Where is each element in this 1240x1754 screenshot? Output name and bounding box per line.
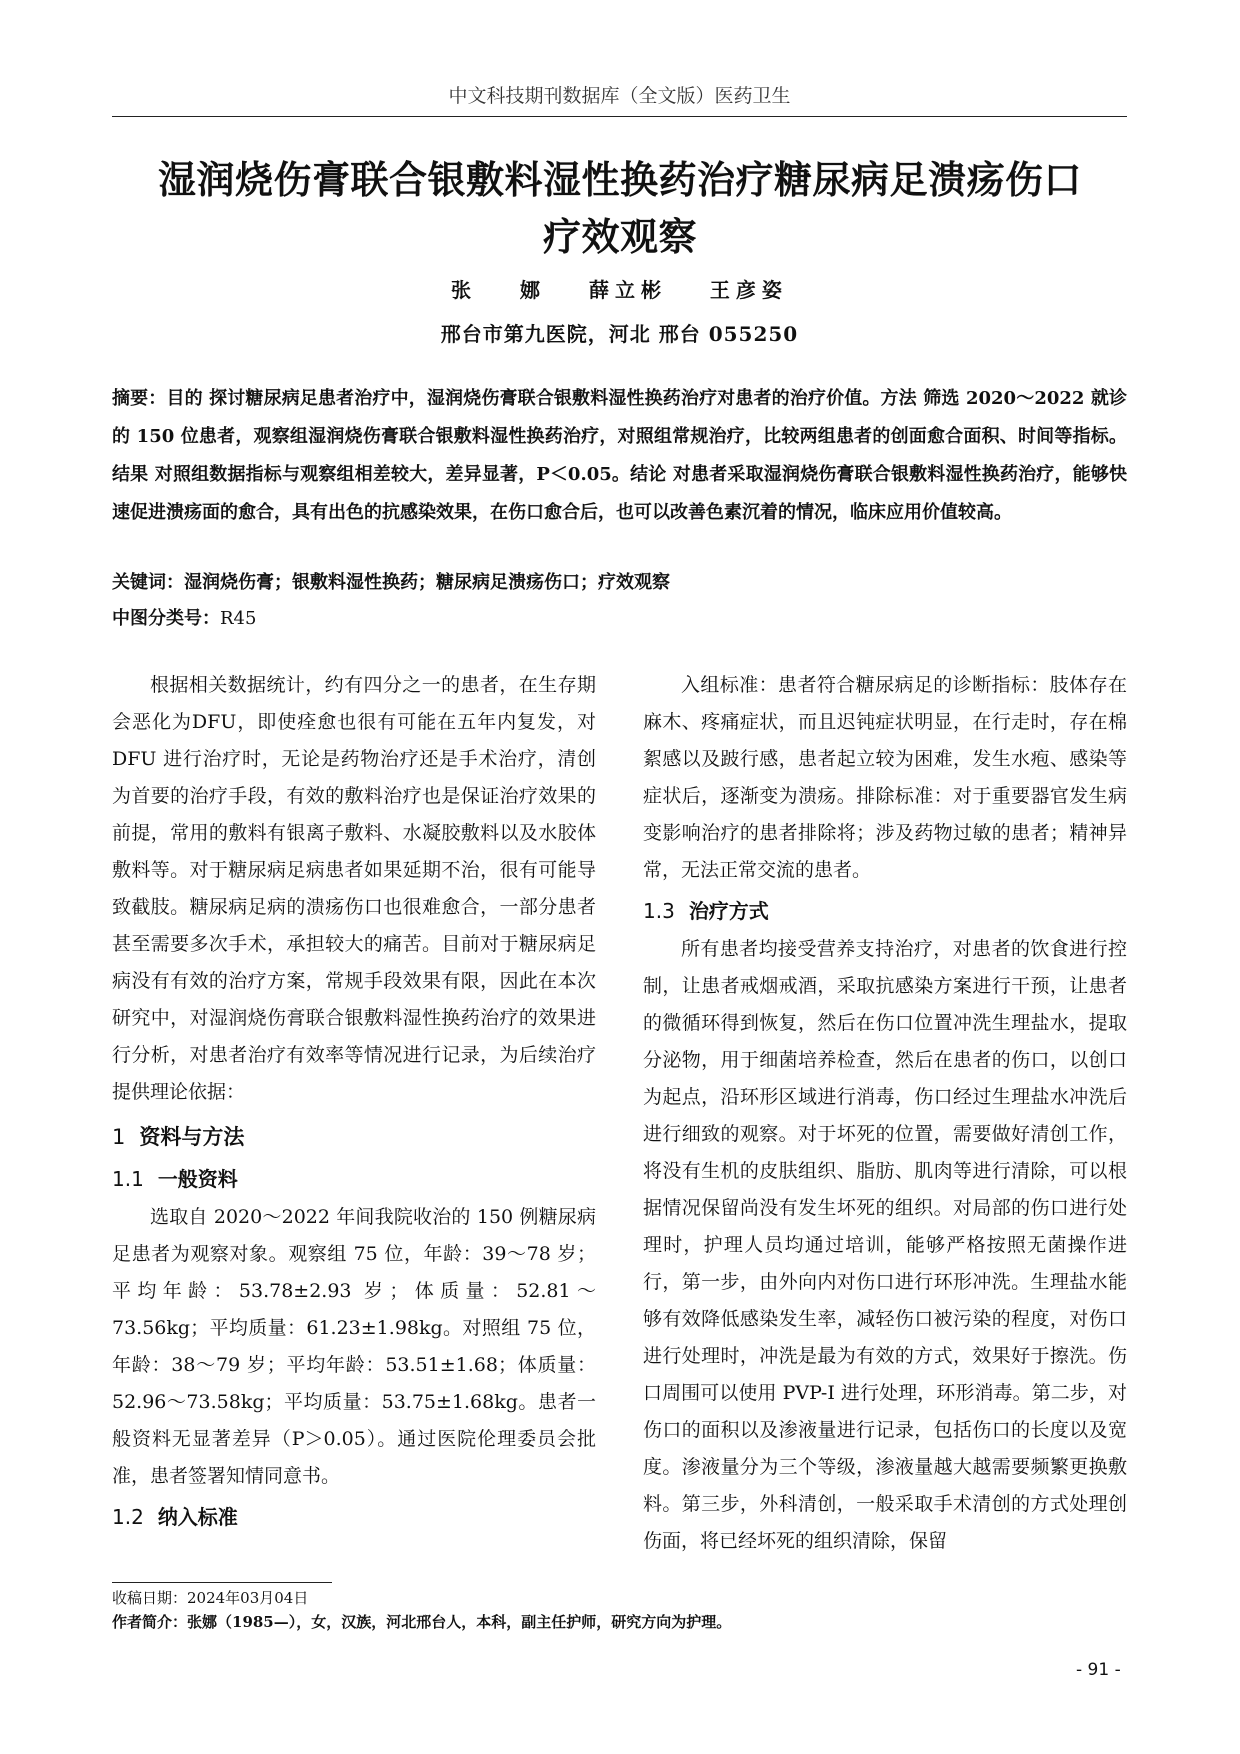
section-1-3-heading xyxy=(643,893,1127,929)
title-line-2: 疗效观察 xyxy=(542,215,697,259)
footnote-rule xyxy=(112,1582,332,1583)
section-1-2-heading xyxy=(112,1499,596,1535)
header-rule xyxy=(112,116,1127,117)
abstract xyxy=(112,380,1127,532)
classification-value: R45 xyxy=(220,608,257,629)
page-number: - 91 - xyxy=(1076,1660,1121,1680)
abstract-text: 目的 探讨糖尿病足患者治疗中，湿润烧伤膏联合银敷料湿性换药治疗对患者的治疗价值。方法 筛选 2020～2022 就诊的 150 位患者，观察组湿润烧伤膏联合银敷料湿性换药治疗，对照组常规治疗，比较两组患者的创面愈合面积、时间等指标。结果 对照组数据指标与观察组相差较大，差异显著，P＜0.05。结论 对患者采取湿润烧伤膏联合银敷料湿性换药治疗，能够快速促进溃疡面的愈合，具有出色的抗感染效果，在伤口愈合后，也可以改善色素沉着的情况，临床应用价值较高。 xyxy=(112,388,1127,523)
journal-header: 中文科技期刊数据库（全文版）医药卫生 xyxy=(448,85,791,107)
classification xyxy=(112,604,1127,634)
keywords-label: 关键词： xyxy=(112,572,184,593)
section-1-title: 资料与方法 xyxy=(139,1125,245,1149)
intro-paragraph: 根据相关数据统计，约有四分之一的患者，在生存期会恶化为DFU，即使痊愈也很有可能在五年内复发，对 DFU 进行治疗时，无论是药物治疗还是手术治疗，清创为首要的治疗手段，有效的敷料治疗也是保证治疗效果的前提，常用的敷料有银离子敷料、水凝胶敷料以及水胶体敷料等。对于糖尿病足病患者如果延期不治，很有可能导致截肢。糖尿病足病的溃疡伤口也很难愈合，一部分患者甚至需要多次手术，承担较大的痛苦。目前对于糖尿病足病没有有效的治疗方案，常规手段效果有限，因此在本次研究中，对湿润烧伤膏联合银敷料湿性换药治疗的效果进行分析，对患者治疗有效率等情况进行记录，为后续治疗提供理论依据： xyxy=(112,674,596,1103)
classification-label: 中图分类号： xyxy=(112,608,220,629)
section-1-number: 1 xyxy=(112,1125,126,1149)
right-column xyxy=(643,667,1127,1560)
title-line-1: 湿润烧伤膏联合银敷料湿性换药治疗糖尿病足溃疡伤口 xyxy=(157,158,1082,202)
section-1-2-title: 纳入标准 xyxy=(157,1505,238,1529)
section-1-3-paragraph: 所有患者均接受营养支持治疗，对患者的饮食进行控制，让患者戒烟戒酒，采取抗感染方案进行干预，让患者的微循环得到恢复，然后在伤口位置冲洗生理盐水，提取分泌物，用于细菌培养检查，然后在患者的伤口，以创口为起点，沿环形区域进行消毒，伤口经过生理盐水冲洗后进行细致的观察。对于坏死的位置，需要做好清创工作，将没有生机的皮肤组织、脂肪、肌肉等进行清除，可以根据情况保留尚没有发生坏死的组织。对局部的伤口进行处理时，护理人员均通过培训，能够严格按照无菌操作进行，第一步，由外向内对伤口进行环形冲洗。生理盐水能够有效降低感染发生率，减轻伤口被污染的程度，对伤口进行处理时，冲洗是最为有效的方式，效果好于擦洗。伤口周围可以使用 PVP-I 进行处理，环形消毒。第二步，对伤口的面积以及渗液量进行记录，包括伤口的长度以及宽度。渗液量分为三个等级，渗液量越大越需要频繁更换敷料。第三步，外科清创，一般采取手术清创的方式处理创伤面，将已经坏死的组织清除，保留 xyxy=(643,938,1127,1552)
authors: 张 娜 薛立彬 王彦姿 xyxy=(451,278,788,302)
section-1-1-title: 一般资料 xyxy=(157,1167,238,1191)
footnotes xyxy=(112,1586,1127,1634)
author-bio: 作者简介：张娜（1985—），女，汉族，河北邢台人，本科，副主任护师，研究方向为护理。 xyxy=(112,1613,732,1631)
section-1-heading xyxy=(112,1119,596,1155)
section-1-1-heading xyxy=(112,1161,596,1197)
section-1-1-number: 1.1 xyxy=(112,1167,144,1191)
left-column xyxy=(112,667,596,1537)
affiliation: 邢台市第九医院，河北 邢台 055250 xyxy=(440,322,799,346)
section-1-1-paragraph: 选取自 2020～2022 年间我院收治的 150 例糖尿病足患者为观察对象。观察组 75 位，年龄：39～78 岁；平均年龄：53.78±2.93 岁；体质量：52.81～73.56kg；平均质量：61.23±1.98kg。对照组 75 位，年龄：38～79 岁；平均年龄：53.51±1.68；体质量：52.96～73.58kg；平均质量：53.75±1.68kg。患者一般资料无显著差异（P＞0.05）。通过医院伦理委员会批准，患者签署知情同意书。 xyxy=(112,1206,596,1487)
section-1-3-title: 治疗方式 xyxy=(688,899,769,923)
article-title xyxy=(100,152,1140,266)
received-date: 收稿日期：2024年03月04日 xyxy=(112,1589,309,1607)
inclusion-paragraph: 入组标准：患者符合糖尿病足的诊断指标：肢体存在麻木、疼痛症状，而且迟钝症状明显，在行走时，存在棉絮感以及跛行感，患者起立较为困难，发生水疱、感染等症状后，逐渐变为溃疡。排除标准：对于重要器官发生病变影响治疗的患者排除将；涉及药物过敏的患者；精神异常，无法正常交流的患者。 xyxy=(643,674,1127,881)
keywords xyxy=(112,568,1127,598)
keywords-text: 湿润烧伤膏；银敷料湿性换药；糖尿病足溃疡伤口；疗效观察 xyxy=(184,572,670,593)
abstract-label: 摘要： xyxy=(112,388,167,409)
section-1-3-number: 1.3 xyxy=(643,899,675,923)
section-1-2-number: 1.2 xyxy=(112,1505,144,1529)
